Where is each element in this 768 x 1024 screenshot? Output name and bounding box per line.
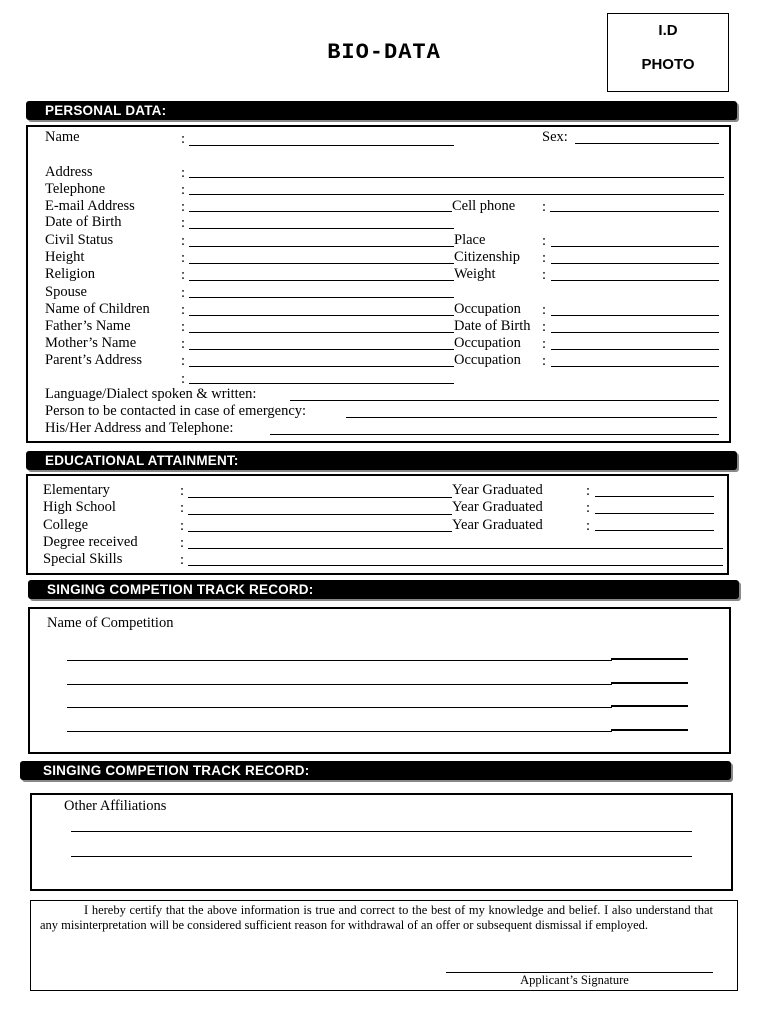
father-label: Father’s Name xyxy=(45,318,131,334)
colon: : xyxy=(542,336,547,352)
colon: : xyxy=(542,250,547,266)
address-field[interactable] xyxy=(189,177,724,178)
cellphone-field[interactable] xyxy=(550,211,719,212)
emergency-field[interactable] xyxy=(346,417,717,418)
colon: : xyxy=(542,353,547,369)
competition-result-1[interactable] xyxy=(611,658,688,660)
college-year-field[interactable] xyxy=(595,530,714,531)
college-label: College xyxy=(43,517,89,533)
colon: : xyxy=(542,233,547,249)
telephone-label: Telephone xyxy=(45,181,106,197)
parent-occupation-field[interactable] xyxy=(551,366,719,367)
singing-record-header: SINGING COMPETION TRACK RECORD: xyxy=(28,580,739,599)
elementary-label: Elementary xyxy=(43,482,110,498)
place-label: Place xyxy=(454,232,486,248)
competition-line-3[interactable] xyxy=(67,707,612,708)
religion-label: Religion xyxy=(45,266,95,282)
education-box xyxy=(26,474,729,575)
mother-label: Mother’s Name xyxy=(45,335,137,351)
colon: : xyxy=(181,353,186,369)
religion-field[interactable] xyxy=(189,280,454,281)
colon: : xyxy=(586,518,591,534)
colon: : xyxy=(181,371,186,387)
parent-address-field[interactable] xyxy=(189,366,454,367)
affiliations-line-2[interactable] xyxy=(71,856,692,857)
name-field[interactable] xyxy=(189,145,454,146)
competition-line-2[interactable] xyxy=(67,684,612,685)
colon: : xyxy=(181,319,186,335)
weight-label: Weight xyxy=(454,266,496,282)
spouse-occupation-field[interactable] xyxy=(551,315,719,316)
competition-result-3[interactable] xyxy=(611,705,688,707)
parent-address-field-2[interactable] xyxy=(189,383,454,384)
colon: : xyxy=(180,552,185,568)
father-field[interactable] xyxy=(189,332,454,333)
colon: : xyxy=(542,319,547,335)
colon: : xyxy=(181,131,186,147)
elementary-year-field[interactable] xyxy=(595,496,714,497)
degree-field[interactable] xyxy=(188,548,723,549)
father-dob-label: Date of Birth xyxy=(454,318,531,334)
competition-result-2[interactable] xyxy=(611,682,688,684)
address-label: Address xyxy=(45,164,93,180)
certification-text: I hereby certify that the above information is true and correct to the best of my knowledge and belief. I also understand that any misinterpretation will be considered sufficient reason for withdrawal of an offer or subsequent dismissal if employed. xyxy=(40,903,713,932)
competition-line-1[interactable] xyxy=(67,660,612,661)
children-field[interactable] xyxy=(189,315,454,316)
colon: : xyxy=(180,483,185,499)
email-field[interactable] xyxy=(189,211,452,212)
affiliations-line-1[interactable] xyxy=(71,831,692,832)
language-label: Language/Dialect spoken & written: xyxy=(45,386,257,402)
college-field[interactable] xyxy=(188,531,452,532)
competition-label: Name of Competition xyxy=(47,615,174,631)
children-label: Name of Children xyxy=(45,301,150,317)
colon: : xyxy=(181,199,186,215)
cellphone-label: Cell phone xyxy=(452,198,516,214)
his-her-address-field[interactable] xyxy=(270,434,719,435)
colon: : xyxy=(181,267,186,283)
civil-status-field[interactable] xyxy=(189,246,454,247)
email-label: E-mail Address xyxy=(45,198,135,214)
mother-field[interactable] xyxy=(189,349,454,350)
colon: : xyxy=(181,182,186,198)
competition-line-4[interactable] xyxy=(67,731,612,732)
colon: : xyxy=(181,233,186,249)
high-school-field[interactable] xyxy=(188,514,452,515)
sex-label: Sex: xyxy=(542,129,568,145)
colon: : xyxy=(542,199,547,215)
personal-data-header: PERSONAL DATA: xyxy=(26,101,737,120)
telephone-field[interactable] xyxy=(189,194,724,195)
colon: : xyxy=(180,500,185,516)
skills-label: Special Skills xyxy=(43,551,123,567)
height-label: Height xyxy=(45,249,85,265)
education-header: EDUCATIONAL ATTAINMENT: xyxy=(26,451,737,470)
spouse-field[interactable] xyxy=(189,297,454,298)
emergency-label: Person to be contacted in case of emergency: xyxy=(45,403,307,419)
colon: : xyxy=(181,336,186,352)
civil-status-label: Civil Status xyxy=(45,232,114,248)
colon: : xyxy=(542,267,547,283)
id-photo-box xyxy=(607,13,729,92)
colon: : xyxy=(181,165,186,181)
parent-occupation-label: Occupation xyxy=(454,352,521,368)
citizenship-field[interactable] xyxy=(551,263,719,264)
citizenship-label: Citizenship xyxy=(454,249,521,265)
mother-occupation-field[interactable] xyxy=(551,349,719,350)
colon: : xyxy=(586,500,591,516)
colon: : xyxy=(181,250,186,266)
signature-label: Applicant’s Signature xyxy=(520,973,629,987)
spouse-label: Spouse xyxy=(45,284,87,300)
photo-label-line2: PHOTO xyxy=(641,56,695,73)
high-school-year-field[interactable] xyxy=(595,513,714,514)
sex-field[interactable] xyxy=(575,143,719,144)
colon: : xyxy=(180,535,185,551)
high-school-year-label: Year Graduated xyxy=(452,499,543,515)
colon: : xyxy=(181,285,186,301)
elementary-field[interactable] xyxy=(188,497,452,498)
page-title: BIO-DATA xyxy=(327,40,441,65)
weight-field[interactable] xyxy=(551,280,719,281)
dob-label: Date of Birth xyxy=(45,214,122,230)
colon: : xyxy=(180,518,185,534)
place-field[interactable] xyxy=(551,246,719,247)
high-school-label: High School xyxy=(43,499,116,515)
colon: : xyxy=(181,215,186,231)
competition-result-4[interactable] xyxy=(611,729,688,731)
height-field[interactable] xyxy=(189,263,454,264)
name-label: Name xyxy=(45,129,80,145)
colon: : xyxy=(181,302,186,318)
parent-address-label: Parent’s Address xyxy=(45,352,143,368)
degree-label: Degree received xyxy=(43,534,138,550)
affiliations-label: Other Affiliations xyxy=(64,798,167,814)
his-her-address-label: His/Her Address and Telephone: xyxy=(45,420,234,436)
language-field[interactable] xyxy=(290,400,719,401)
colon: : xyxy=(586,483,591,499)
singing-record-header-2: SINGING COMPETION TRACK RECORD: xyxy=(20,761,731,780)
skills-field[interactable] xyxy=(188,565,723,566)
dob-field[interactable] xyxy=(189,228,454,229)
colon: : xyxy=(542,302,547,318)
father-dob-field[interactable] xyxy=(551,332,719,333)
spouse-occupation-label: Occupation xyxy=(454,301,521,317)
photo-label-line1: I.D xyxy=(658,22,678,39)
mother-occupation-label: Occupation xyxy=(454,335,521,351)
elementary-year-label: Year Graduated xyxy=(452,482,543,498)
college-year-label: Year Graduated xyxy=(452,517,543,533)
